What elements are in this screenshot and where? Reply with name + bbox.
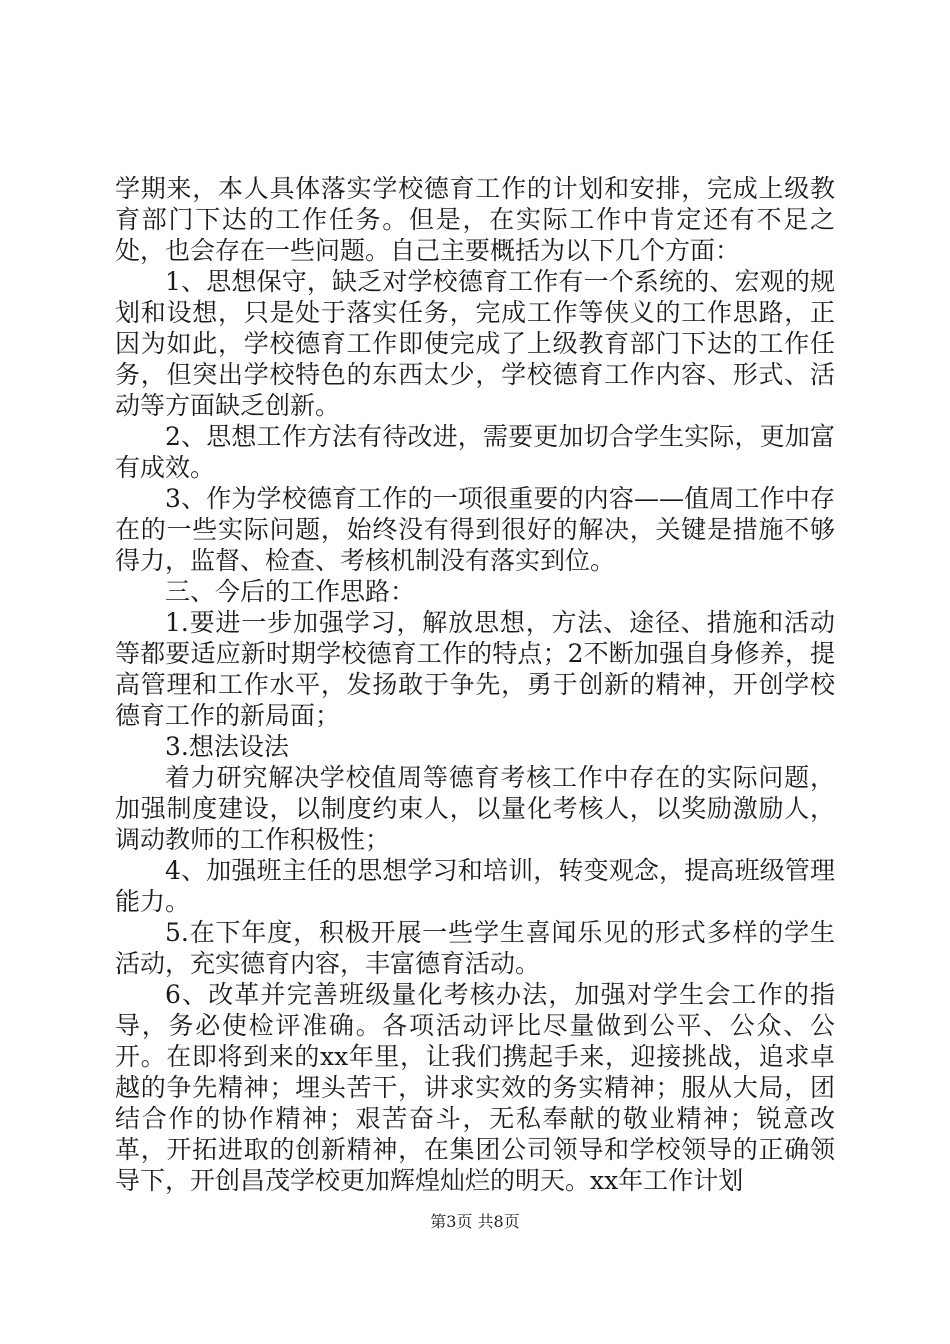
paragraph-plan-3: 3.想法设法 — [165, 732, 289, 761]
paragraph-plan-6: 6、改革并完善班级量化考核办法，加强对学生会工作的指导，务必使检评准确。各项活动评比尽量做到公平、公众、公开。在即将到来的xx年里，让我们携起手来，迎接挑战，追求卓越的争先精神；埋头苦干，讲求实效的务实精神；服从大局，团结合作的协作精神；艰苦奋斗，无私奉献的敬业精神；锐意改革，开拓进取的创新精神，在集团公司领导和学校领导的正确领导下，开创昌茂学校更加辉煌灿烂的明天。xx年工作计划 — [115, 980, 835, 1195]
paragraph-intro: 学期来，本人具体落实学校德育工作的计划和安排，完成上级教育部门下达的工作任务。但是，在实际工作中肯定还有不足之处，也会存在一些问题。自己主要概括为以下几个方面： — [115, 174, 835, 265]
paragraph-item-3: 3、作为学校德育工作的一项很重要的内容——值周工作中存在的一些实际问题，始终没有得到很好的解决，关键是措施不够得力，监督、检查、考核机制没有落实到位。 — [115, 484, 835, 575]
paragraph-item-1: 1、思想保守，缺乏对学校德育工作有一个系统的、宏观的规划和设想，只是处于落实任务，完成工作等侠义的工作思路，正因为如此，学校德育工作即使完成了上级教育部门下达的工作任务，但突出学校特色的东西太少，学校德育工作内容、形式、活动等方面缺乏创新。 — [115, 267, 835, 420]
paragraph-plan-5: 5.在下年度，积极开展一些学生喜闻乐见的形式多样的学生活动，充实德育内容，丰富德育活动。 — [115, 918, 835, 978]
page-number-label: 第3页 共8页 — [430, 1212, 520, 1231]
paragraph-plan-4: 4、加强班主任的思想学习和培训，转变观念，提高班级管理能力。 — [115, 856, 835, 916]
paragraph-plan-1: 1.要进一步加强学习，解放思想，方法、途径、措施和活动等都要适应新时期学校德育工作的特点；2不断加强自身修养，提高管理和工作水平，发扬敢于争先，勇于创新的精神，开创学校德育工作的新局面； — [115, 608, 835, 730]
page-footer — [0, 1212, 950, 1232]
section-heading-3: 三、今后的工作思路： — [165, 577, 416, 606]
paragraph-item-2: 2、思想工作方法有待改进，需要更加切合学生实际，更加富有成效。 — [115, 422, 835, 482]
document-body — [115, 173, 835, 1196]
paragraph-plan-3-body: 着力研究解决学校值周等德育考核工作中存在的实际问题，加强制度建设，以制度约束人，以量化考核人，以奖励激励人，调动教师的工作积极性； — [115, 763, 835, 854]
